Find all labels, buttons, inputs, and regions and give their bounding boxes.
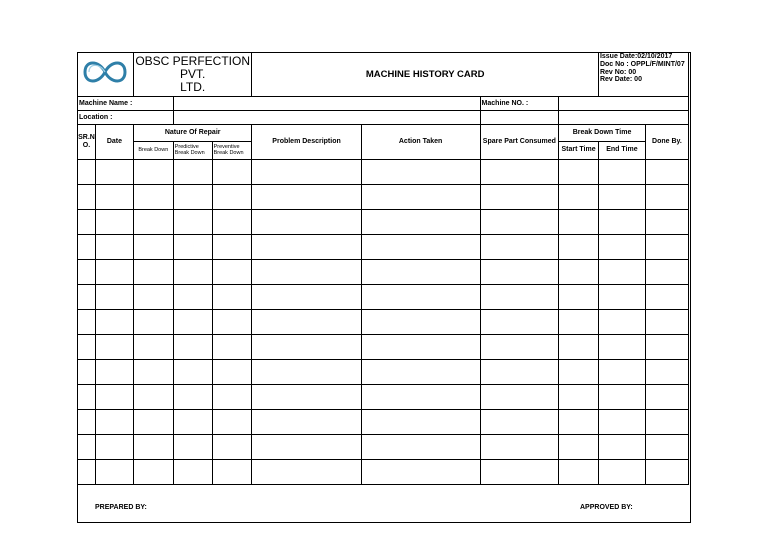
- table-cell[interactable]: [173, 385, 212, 410]
- col-date: Date: [95, 125, 133, 160]
- table-cell[interactable]: [95, 335, 133, 360]
- table-cell[interactable]: [559, 435, 599, 460]
- table-cell[interactable]: [95, 210, 133, 235]
- table-cell[interactable]: [133, 435, 173, 460]
- table-cell[interactable]: [559, 285, 599, 310]
- table-cell[interactable]: [212, 410, 252, 435]
- table-cell[interactable]: [133, 185, 173, 210]
- table-cell[interactable]: [95, 160, 133, 185]
- table-cell[interactable]: [173, 235, 212, 260]
- table-cell[interactable]: [133, 385, 173, 410]
- table-cell[interactable]: [78, 460, 96, 485]
- table-cell[interactable]: [133, 460, 173, 485]
- table-cell[interactable]: [173, 160, 212, 185]
- table-cell[interactable]: [78, 360, 96, 385]
- table-cell[interactable]: [559, 385, 599, 410]
- table-cell[interactable]: [78, 385, 96, 410]
- table-cell[interactable]: [78, 285, 96, 310]
- table-cell[interactable]: [645, 160, 688, 185]
- col-predictive-line2: Break Down: [174, 149, 205, 156]
- table-cell[interactable]: [212, 385, 252, 410]
- table-cell[interactable]: [598, 210, 645, 235]
- table-cell[interactable]: [480, 435, 559, 460]
- col-sr-no: [78, 125, 96, 160]
- table-cell[interactable]: [78, 310, 96, 335]
- table-cell[interactable]: [78, 435, 96, 460]
- table-cell[interactable]: [133, 235, 173, 260]
- table-cell[interactable]: [361, 460, 480, 485]
- table-cell[interactable]: [598, 385, 645, 410]
- table-cell[interactable]: [361, 210, 480, 235]
- table-cell[interactable]: [212, 435, 252, 460]
- issue-date: Issue Date:02/10/2017: [599, 53, 673, 60]
- col-preventive-line2: Break Down: [213, 149, 244, 156]
- table-cell[interactable]: [645, 435, 688, 460]
- table-cell[interactable]: [559, 235, 599, 260]
- col-break-down-time: Break Down Time: [559, 125, 646, 142]
- table-cell[interactable]: [252, 285, 361, 310]
- table-cell[interactable]: [95, 460, 133, 485]
- table-cell[interactable]: [78, 260, 96, 285]
- table-cell[interactable]: [480, 185, 559, 210]
- table-cell[interactable]: [361, 260, 480, 285]
- table-row: [78, 260, 689, 285]
- table-row: [78, 360, 689, 385]
- machine-no-label: Machine NO. :: [480, 97, 559, 111]
- table-cell[interactable]: [559, 210, 599, 235]
- table-cell[interactable]: [361, 385, 480, 410]
- col-predictive-line1: Predictive: [174, 143, 199, 150]
- table-cell[interactable]: [212, 185, 252, 210]
- machine-history-card-form: [77, 52, 691, 523]
- table-cell[interactable]: [480, 460, 559, 485]
- logo-cell: [78, 53, 134, 97]
- company-name-line1: OBSC PERFECTION PVT.: [135, 53, 251, 81]
- table-cell[interactable]: [173, 210, 212, 235]
- table-cell[interactable]: [173, 435, 212, 460]
- table-cell[interactable]: [361, 310, 480, 335]
- table-cell[interactable]: [95, 410, 133, 435]
- table-cell[interactable]: [252, 335, 361, 360]
- prepared-by-label: PREPARED BY:: [95, 504, 147, 511]
- table-cell[interactable]: [173, 260, 212, 285]
- table-cell[interactable]: [361, 285, 480, 310]
- table-cell[interactable]: [480, 260, 559, 285]
- table-cell[interactable]: [645, 285, 688, 310]
- table-cell[interactable]: [645, 410, 688, 435]
- table-cell[interactable]: [212, 310, 252, 335]
- location-label: Location :: [78, 111, 174, 125]
- table-row: [78, 435, 689, 460]
- table-cell[interactable]: [559, 160, 599, 185]
- table-cell[interactable]: [78, 160, 96, 185]
- table-cell[interactable]: [559, 335, 599, 360]
- table-cell[interactable]: [78, 235, 96, 260]
- table-cell[interactable]: [173, 460, 212, 485]
- table-cell[interactable]: [173, 410, 212, 435]
- table-cell[interactable]: [361, 160, 480, 185]
- col-done-by: Done By.: [645, 125, 688, 160]
- table-cell[interactable]: [645, 310, 688, 335]
- col-end-time: End Time: [598, 142, 645, 160]
- table-cell[interactable]: [361, 235, 480, 260]
- location-extra-cell[interactable]: [480, 111, 559, 125]
- rev-date: Rev Date: 00: [599, 76, 642, 84]
- table-row: [78, 285, 689, 310]
- col-start-time: Start Time: [559, 142, 599, 160]
- table-cell[interactable]: [598, 185, 645, 210]
- table-cell[interactable]: [559, 410, 599, 435]
- table-cell[interactable]: [78, 335, 96, 360]
- table-cell[interactable]: [645, 385, 688, 410]
- table-cell[interactable]: [133, 210, 173, 235]
- table-cell[interactable]: [173, 185, 212, 210]
- infinity-logo-icon: [80, 54, 130, 90]
- table-cell[interactable]: [598, 160, 645, 185]
- table-cell[interactable]: [598, 260, 645, 285]
- table-cell[interactable]: [252, 435, 361, 460]
- table-cell[interactable]: [559, 460, 599, 485]
- table-cell[interactable]: [598, 360, 645, 385]
- table-cell[interactable]: [252, 160, 361, 185]
- rev-no: Rev No: 00: [599, 68, 637, 76]
- col-preventive-break-down: [212, 142, 252, 160]
- table-cell[interactable]: [78, 210, 96, 235]
- table-cell[interactable]: [95, 285, 133, 310]
- table-cell[interactable]: [645, 185, 688, 210]
- table-cell[interactable]: [133, 160, 173, 185]
- table-cell[interactable]: [645, 260, 688, 285]
- table-row: [78, 185, 689, 210]
- table-cell[interactable]: [133, 285, 173, 310]
- table-cell[interactable]: [480, 360, 559, 385]
- table-cell[interactable]: [133, 335, 173, 360]
- table-cell[interactable]: [95, 235, 133, 260]
- table-cell[interactable]: [252, 260, 361, 285]
- form-title: MACHINE HISTORY CARD: [252, 53, 599, 97]
- table-cell[interactable]: [252, 310, 361, 335]
- table-cell[interactable]: [95, 185, 133, 210]
- history-table: [77, 52, 689, 485]
- table-cell[interactable]: [361, 335, 480, 360]
- table-cell[interactable]: [480, 160, 559, 185]
- table-cell[interactable]: [598, 310, 645, 335]
- table-cell[interactable]: [78, 410, 96, 435]
- table-cell[interactable]: [252, 460, 361, 485]
- table-cell[interactable]: [252, 210, 361, 235]
- table-cell[interactable]: [598, 285, 645, 310]
- table-cell[interactable]: [598, 460, 645, 485]
- table-cell[interactable]: [559, 360, 599, 385]
- table-cell[interactable]: [361, 360, 480, 385]
- table-cell[interactable]: [212, 460, 252, 485]
- table-cell[interactable]: [252, 385, 361, 410]
- document-info: [598, 53, 688, 97]
- table-row: [78, 160, 689, 185]
- table-cell[interactable]: [598, 410, 645, 435]
- col-action-taken: Action Taken: [361, 125, 480, 160]
- table-cell[interactable]: [645, 235, 688, 260]
- col-sr-no-line1: SR.N: [78, 133, 95, 141]
- col-spare-part-consumed: Spare Part Consumed: [480, 125, 559, 160]
- machine-name-input[interactable]: [173, 97, 480, 111]
- table-cell[interactable]: [78, 185, 96, 210]
- table-row: [78, 410, 689, 435]
- machine-name-label: Machine Name :: [78, 97, 174, 111]
- col-preventive-line1: Preventive: [213, 143, 240, 150]
- col-break-down: Break Down: [133, 142, 173, 160]
- signature-footer: [78, 487, 690, 522]
- table-cell[interactable]: [173, 310, 212, 335]
- doc-no: Doc No : OPPL/F/MINT/07: [599, 60, 685, 68]
- table-cell[interactable]: [645, 210, 688, 235]
- table-cell[interactable]: [173, 285, 212, 310]
- table-cell[interactable]: [480, 310, 559, 335]
- table-row: [78, 210, 689, 235]
- col-nature-of-repair: Nature Of Repair: [133, 125, 252, 142]
- table-cell[interactable]: [252, 235, 361, 260]
- table-cell[interactable]: [559, 310, 599, 335]
- table-cell[interactable]: [252, 360, 361, 385]
- table-cell[interactable]: [559, 185, 599, 210]
- table-cell[interactable]: [173, 360, 212, 385]
- approved-by-label: APPROVED BY:: [580, 504, 633, 511]
- location-extra-cell-right[interactable]: [559, 111, 689, 125]
- table-cell[interactable]: [645, 360, 688, 385]
- table-cell[interactable]: [133, 310, 173, 335]
- table-cell[interactable]: [252, 185, 361, 210]
- table-cell[interactable]: [480, 285, 559, 310]
- table-cell[interactable]: [361, 435, 480, 460]
- table-cell[interactable]: [480, 385, 559, 410]
- table-cell[interactable]: [212, 360, 252, 385]
- table-cell[interactable]: [645, 335, 688, 360]
- table-row: [78, 385, 689, 410]
- table-cell[interactable]: [645, 460, 688, 485]
- table-row: [78, 460, 689, 485]
- table-cell[interactable]: [212, 335, 252, 360]
- company-name-line2: LTD.: [180, 80, 206, 95]
- table-cell[interactable]: [480, 235, 559, 260]
- col-problem-description: Problem Description: [252, 125, 361, 160]
- table-row: [78, 310, 689, 335]
- table-cell[interactable]: [480, 410, 559, 435]
- table-cell[interactable]: [133, 410, 173, 435]
- table-cell[interactable]: [598, 235, 645, 260]
- table-cell[interactable]: [559, 260, 599, 285]
- table-cell[interactable]: [212, 210, 252, 235]
- table-cell[interactable]: [95, 360, 133, 385]
- table-cell[interactable]: [598, 335, 645, 360]
- company-name: [133, 53, 252, 97]
- table-cell[interactable]: [598, 435, 645, 460]
- table-cell[interactable]: [173, 335, 212, 360]
- table-cell[interactable]: [480, 210, 559, 235]
- table-cell[interactable]: [212, 260, 252, 285]
- table-cell[interactable]: [133, 260, 173, 285]
- table-cell[interactable]: [252, 410, 361, 435]
- location-input[interactable]: [173, 111, 480, 125]
- col-predictive-break-down: [173, 142, 212, 160]
- table-cell[interactable]: [133, 360, 173, 385]
- table-cell[interactable]: [95, 435, 133, 460]
- col-sr-no-line2: O.: [82, 142, 91, 149]
- table-row: [78, 335, 689, 360]
- table-cell[interactable]: [361, 185, 480, 210]
- table-cell[interactable]: [212, 285, 252, 310]
- table-row: [78, 235, 689, 260]
- table-cell[interactable]: [361, 410, 480, 435]
- table-cell[interactable]: [95, 260, 133, 285]
- table-cell[interactable]: [95, 310, 133, 335]
- table-cell[interactable]: [480, 335, 559, 360]
- table-cell[interactable]: [95, 385, 133, 410]
- table-cell[interactable]: [212, 235, 252, 260]
- machine-no-input[interactable]: [559, 97, 689, 111]
- table-cell[interactable]: [212, 160, 252, 185]
